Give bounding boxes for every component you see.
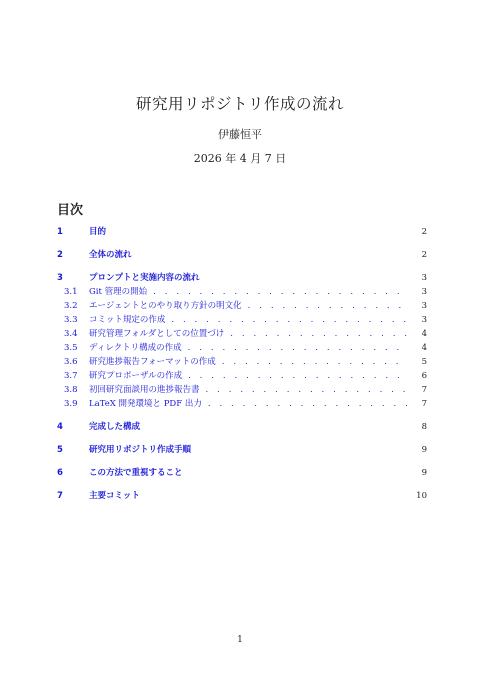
toc-entry-label: Git 管理の開始	[89, 287, 148, 297]
toc-dot-leader	[171, 313, 407, 327]
toc-entry-page: 2	[421, 250, 427, 260]
toc-dot-leader	[188, 341, 407, 355]
toc-section-link[interactable]	[57, 248, 427, 262]
toc-entry-number: 7	[57, 491, 63, 501]
toc-section-link[interactable]	[57, 489, 427, 503]
toc-entry-label: 全体の流れ	[89, 250, 132, 260]
toc-subsection-link[interactable]	[57, 355, 427, 369]
toc-entry-number: 3.4	[64, 329, 78, 339]
toc-entry-number: 3	[57, 273, 63, 283]
toc-dot-leader	[248, 299, 407, 313]
toc-entry-page: 7	[421, 385, 427, 395]
toc-section-link[interactable]	[57, 225, 427, 239]
toc-entry-number: 3.9	[64, 399, 78, 409]
toc-subsection-link[interactable]	[57, 313, 427, 327]
toc-entry-number: 3.8	[64, 385, 78, 395]
toc-entry-page: 9	[421, 445, 427, 455]
toc-entry-label: 完成した構成	[89, 422, 141, 432]
document-date: 2026 年 4 月 7 日	[193, 152, 287, 165]
toc-entry-number: 5	[57, 445, 63, 455]
toc-entry-number: 4	[57, 422, 63, 432]
toc-entry-page: 4	[421, 329, 427, 339]
toc-entry-label: 研究用リポジトリ作成手順	[89, 445, 192, 455]
toc-entry-page: 3	[421, 287, 427, 297]
toc-subsection-link[interactable]	[57, 369, 427, 383]
toc-entry-page: 10	[416, 491, 427, 501]
toc-entry-number: 3.6	[64, 357, 78, 367]
document-author: 伊藤恒平	[218, 128, 262, 141]
toc-entry-label: この方法で重視すること	[89, 468, 183, 478]
toc-entry-page: 8	[421, 422, 427, 432]
toc-entry-label: 研究進捗報告フォーマットの作成	[89, 357, 216, 367]
toc-dot-leader	[222, 355, 407, 369]
toc-entry-number: 3.7	[64, 371, 78, 381]
toc-entry-label: コミット規定の作成	[89, 315, 166, 325]
toc-section-link[interactable]	[57, 420, 427, 434]
toc-section-link[interactable]	[57, 443, 427, 457]
toc-dot-leader	[206, 383, 407, 397]
toc-entry-label: 初回研究面談用の進捗報告書	[89, 385, 200, 395]
toc-entry-number: 6	[57, 468, 63, 478]
toc-entry-page: 2	[421, 227, 427, 237]
toc-entry-page: 3	[421, 273, 427, 283]
toc-subsection-link[interactable]	[57, 299, 427, 313]
toc-entry-page: 4	[421, 343, 427, 353]
toc-subsection-link[interactable]	[57, 397, 427, 411]
toc-subsection-link[interactable]	[57, 327, 427, 341]
toc-entry-label: 目的	[89, 227, 107, 237]
toc-entry-number: 3.1	[64, 287, 78, 297]
toc-entry-page: 7	[421, 399, 427, 409]
toc-dot-leader	[208, 397, 407, 411]
toc-subsection-link[interactable]	[57, 285, 427, 299]
toc-entry-number: 3.3	[64, 315, 78, 325]
toc-entry-number: 3.2	[64, 301, 78, 311]
toc-entry-page: 3	[421, 315, 427, 325]
toc-entry-label: 研究管理フォルダとしての位置づけ	[89, 329, 225, 339]
toc-subsection-link[interactable]	[57, 383, 427, 397]
toc-subsection-link[interactable]	[57, 341, 427, 355]
toc-entry-page: 9	[421, 468, 427, 478]
toc-section-link[interactable]	[57, 271, 427, 285]
toc-entry-label: LaTeX 開発環境と PDF 出力	[89, 399, 202, 409]
toc-entry-label: エージェントとのやり取り方針の明文化	[89, 301, 242, 311]
toc-dot-leader	[230, 327, 407, 341]
toc-entry-page: 3	[421, 301, 427, 311]
toc-entry-label: 研究プロポーザルの作成	[89, 371, 183, 381]
toc-heading: 目次	[57, 203, 84, 218]
toc-dot-leader	[153, 285, 407, 299]
toc-section-link[interactable]	[57, 466, 427, 480]
toc-entry-page: 6	[421, 371, 427, 381]
toc-entry-number: 1	[57, 227, 63, 237]
toc-dot-leader	[188, 369, 407, 383]
toc-entry-number: 2	[57, 250, 63, 260]
toc-entry-number: 3.5	[64, 343, 78, 353]
toc-entry-page: 5	[421, 357, 427, 367]
page-number: 1	[237, 635, 243, 645]
toc-entry-label: 主要コミット	[89, 491, 140, 501]
toc-entry-label: プロンプトと実施内容の流れ	[89, 273, 200, 283]
toc-entry-label: ディレクトリ構成の作成	[89, 343, 182, 353]
document-title: 研究用リポジトリ作成の流れ	[135, 95, 344, 113]
